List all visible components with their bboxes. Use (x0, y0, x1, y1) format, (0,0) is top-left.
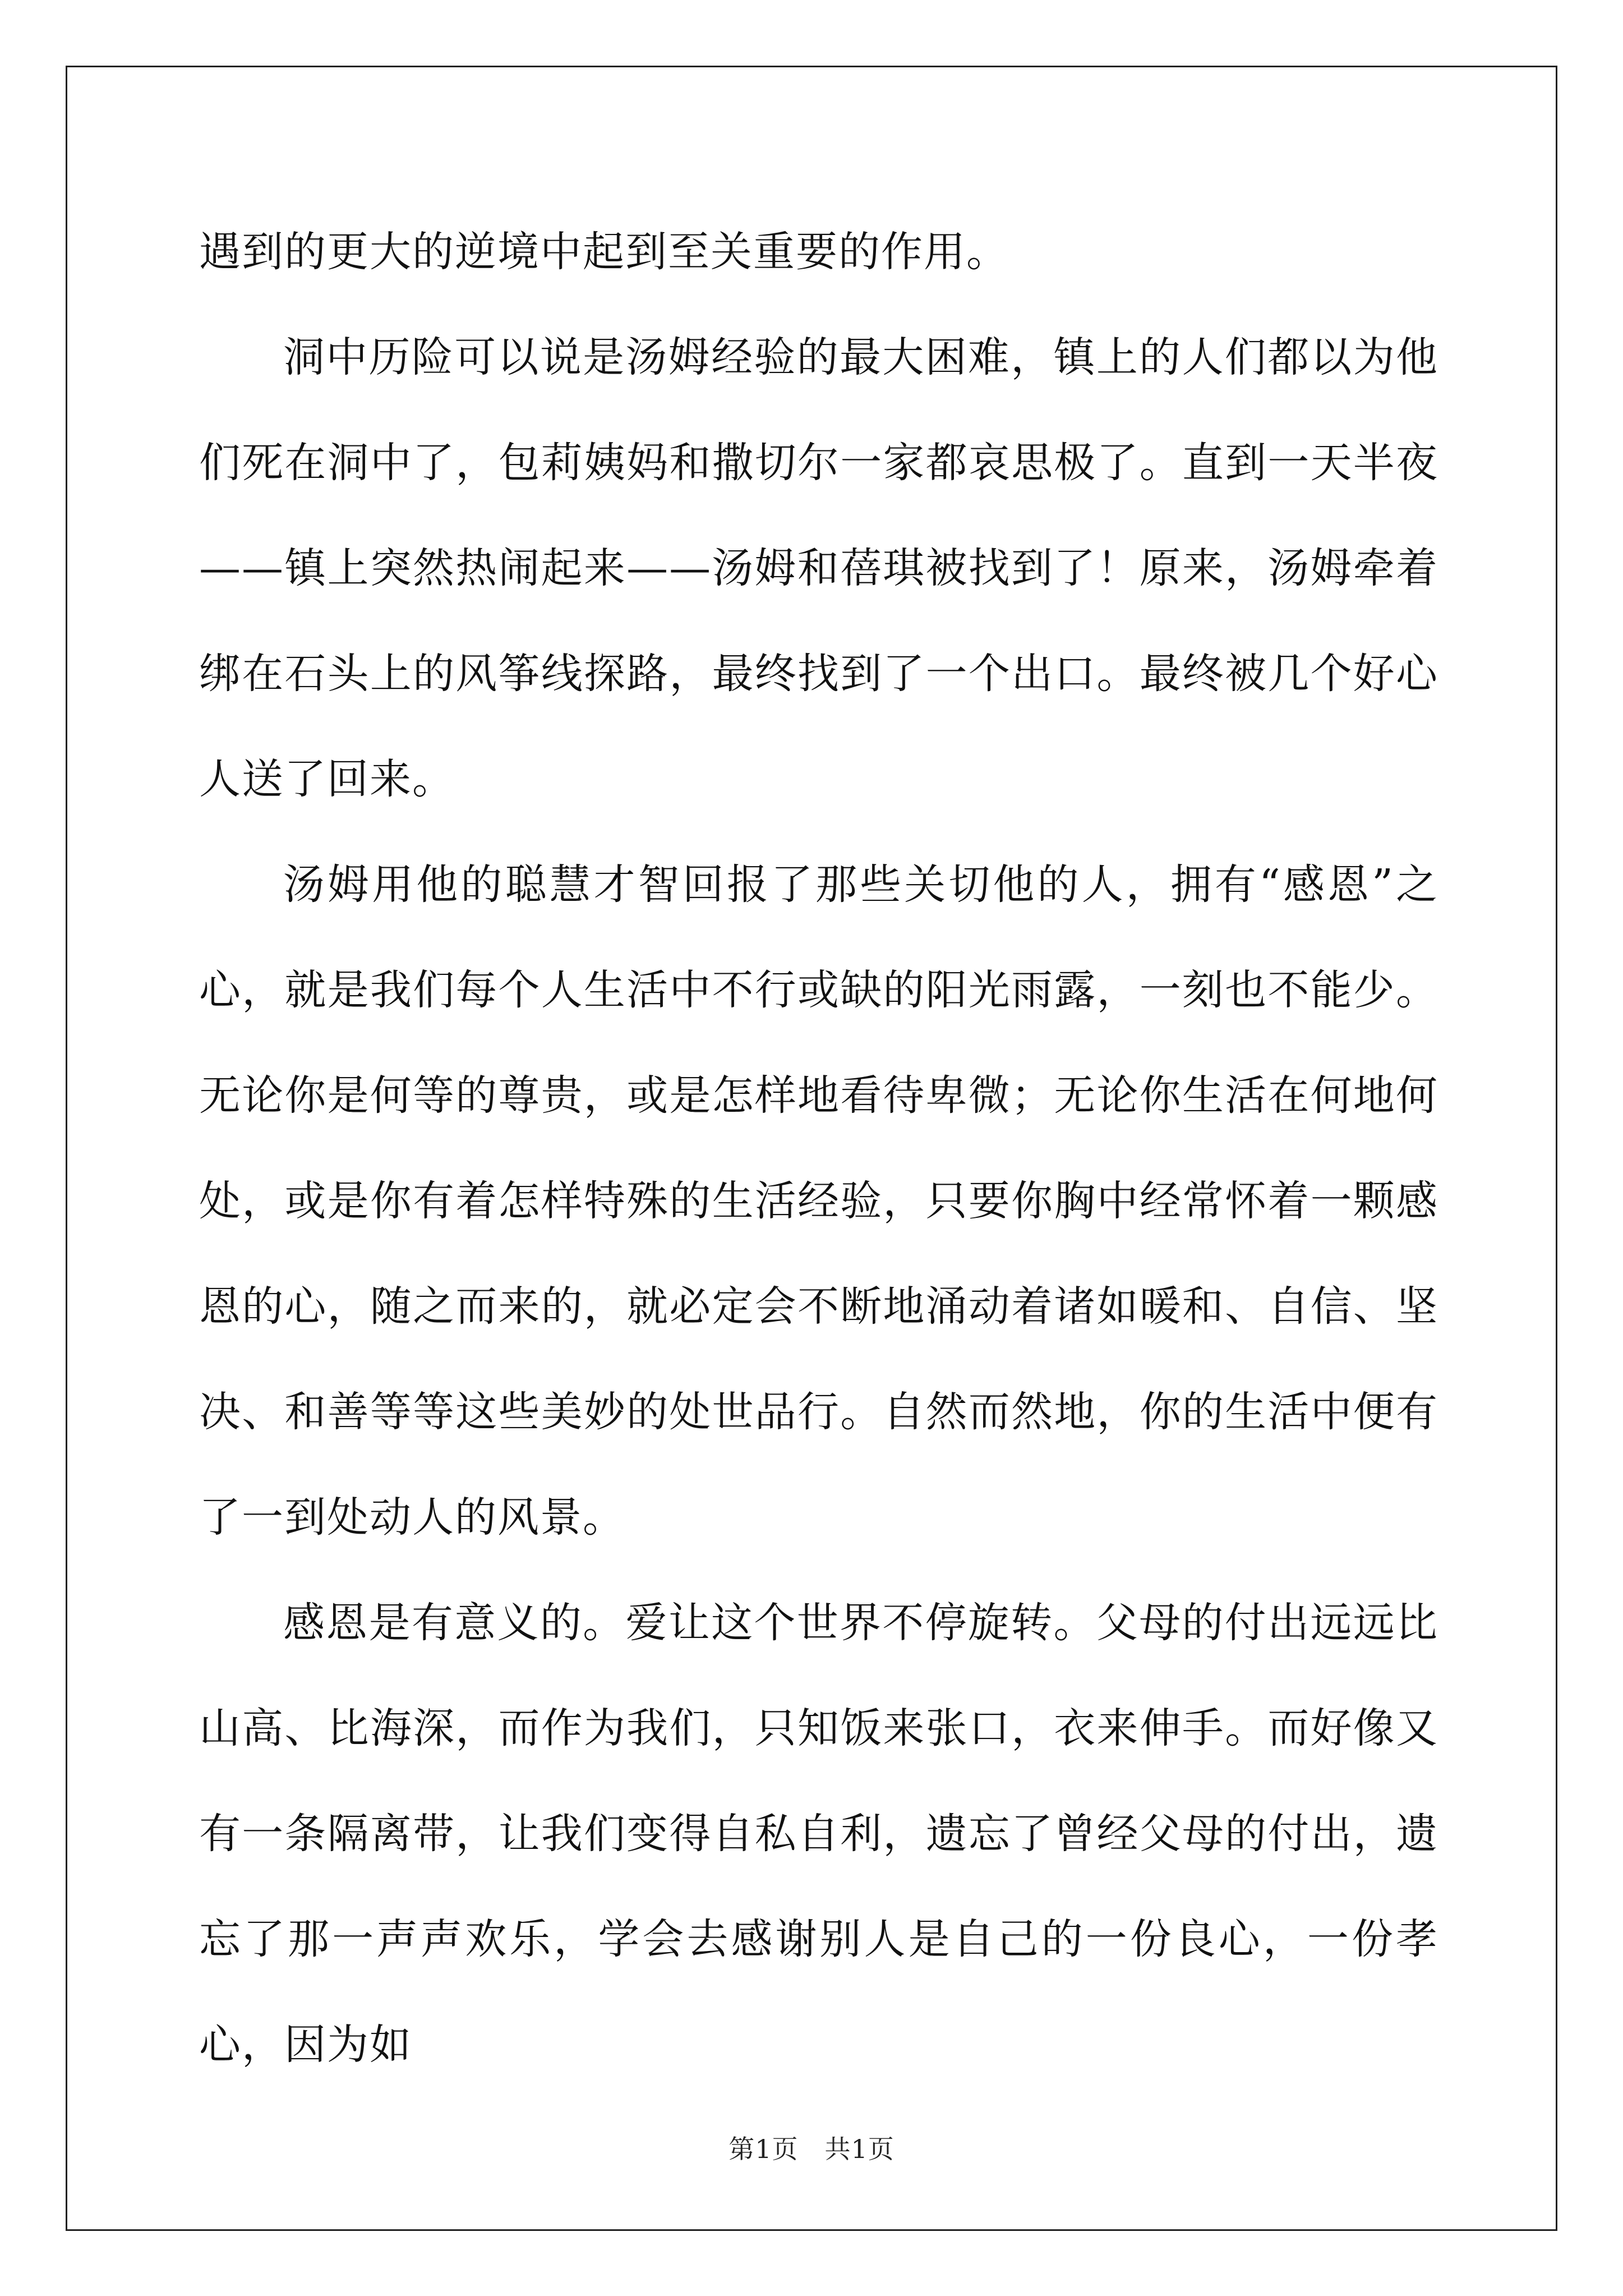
paragraph-2: 洞中历险可以说是汤姆经验的最大困难，镇上的人们都以为他们死在洞中了，包莉姨妈和撒切尔一家都哀思极了。直到一天半夜——镇上突然热闹起来——汤姆和蓓琪被找到了！原来，汤姆牵着绑在石头上的风筝线探路，最终找到了一个出口。最终被几个好心人送了回来。 (199, 333, 1438, 803)
document-body (199, 199, 1438, 2097)
page-number-total: 共1页 (824, 2134, 895, 2164)
footer-spacer (799, 2134, 825, 2164)
paragraph-4: 感恩是有意义的。爱让这个世界不停旋转。父母的付出远远比山高、比海深，而作为我们，只知饭来张口，衣来伸手。而好像又有一条隔离带，让我们变得自私自利，遗忘了曾经父母的付出，遗忘了那一声声欢乐，学会去感谢别人是自己的一份良心，一份孝心，因为如 (199, 1599, 1438, 2069)
page-footer (0, 2129, 1623, 2166)
page-number-current: 第1页 (728, 2134, 799, 2164)
paragraph-1: 遇到的更大的逆境中起到至关重要的作用。 (199, 228, 1009, 276)
paragraph-3: 汤姆用他的聪慧才智回报了那些关切他的人，拥有“感恩”之心，就是我们每个人生活中不行或缺的阳光雨露，一刻也不能少。无论你是何等的尊贵，或是怎样地看待卑微；无论你生活在何地何处，或是你有着怎样特殊的生活经验，只要你胸中经常怀着一颗感恩的心，随之而来的，就必定会不断地涌动着诸如暖和、自信、坚决、和善等等这些美妙的处世品行。自然而然地，你的生活中便有了一到处动人的风景。 (199, 861, 1438, 1542)
